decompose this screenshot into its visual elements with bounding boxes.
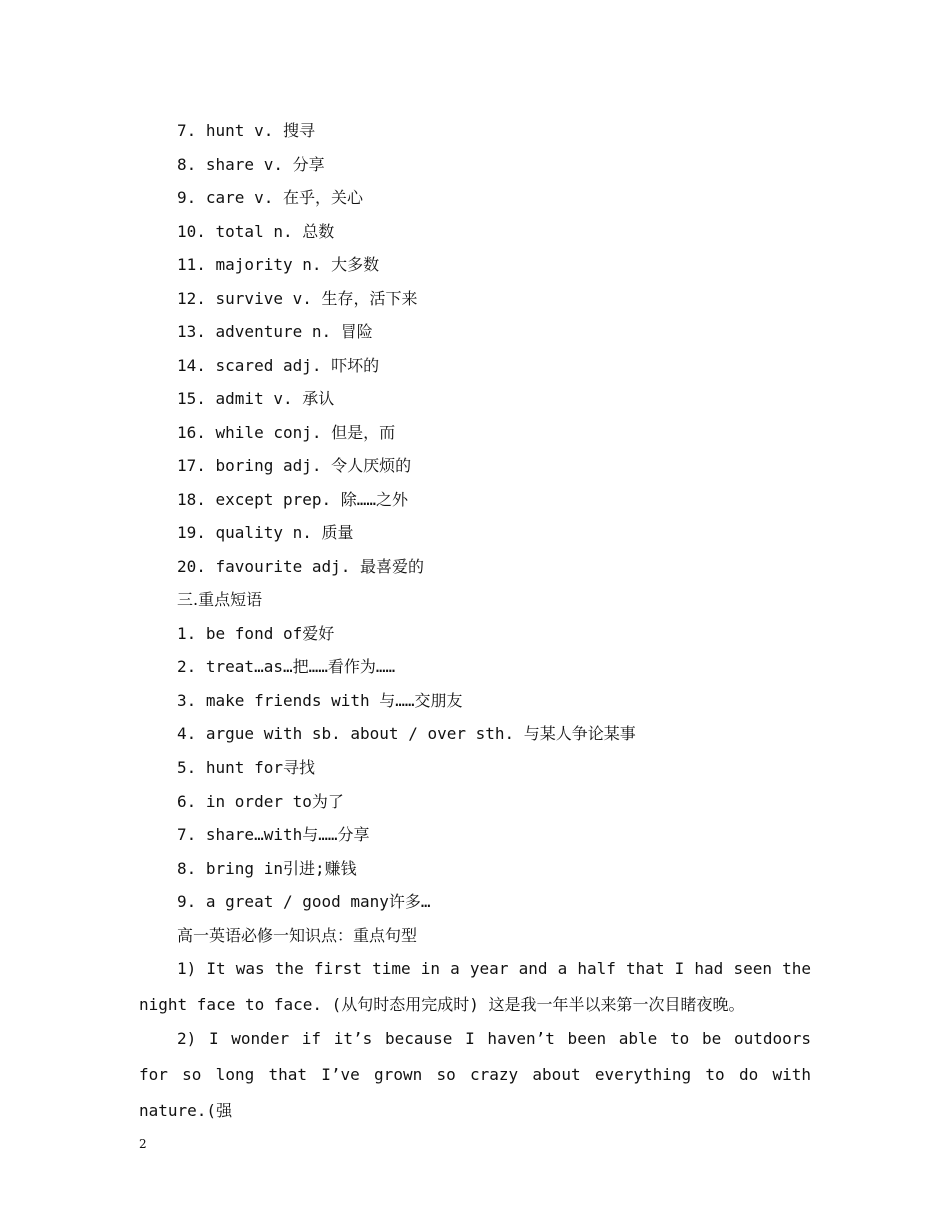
vocab-item: 20. favourite adj. 最喜爱的 [177,557,425,576]
phrase-item: 1. be fond of爱好 [177,624,335,643]
sentence-paragraph [139,951,811,1023]
vocab-item: 11. majority n. 大多数 [177,255,380,274]
phrases-heading: 三.重点短语 [177,590,263,609]
page-number: 2 [139,1137,147,1151]
vocab-item: 18. except prep. 除……之外 [177,490,409,509]
phrase-item: 8. bring in引进;赚钱 [177,859,357,878]
phrase-item: 5. hunt for寻找 [177,758,315,777]
phrase-item: 6. in order to为了 [177,792,344,811]
vocab-item: 15. admit v. 承认 [177,389,335,408]
vocab-item: 12. survive v. 生存，活下来 [177,289,418,308]
sentences-heading: 高一英语必修一知识点：重点句型 [177,926,418,945]
vocab-item: 14. scared adj. 吓坏的 [177,356,380,375]
vocab-item: 16. while conj. 但是，而 [177,423,396,442]
sentence-text: 2) I wonder if it’s because I haven’t been able to be outdoors for so long that I’ve grown so crazy about everything to do with nature.(强 [139,1029,811,1120]
vocab-item: 8. share v. 分享 [177,155,325,174]
phrase-item: 4. argue with sb. about / over sth. 与某人争论某事 [177,724,636,743]
phrase-item: 3. make friends with 与……交朋友 [177,691,463,710]
phrase-item: 9. a great / good many许多… [177,892,431,911]
phrase-item: 2. treat…as…把……看作为…… [177,657,396,676]
phrase-item: 7. share…with与……分享 [177,825,370,844]
vocab-item: 19. quality n. 质量 [177,523,354,542]
sentence-text: 1) It was the first time in a year and a half that I had seen the night face to face. (从句时态用完成时) 这是我一年半以来第一次目睹夜晚。 [139,959,811,1014]
vocab-item: 17. boring adj. 令人厌烦的 [177,456,412,475]
vocab-item: 7. hunt v. 搜寻 [177,121,315,140]
vocab-item: 9. care v. 在乎，关心 [177,188,363,207]
vocab-item: 10. total n. 总数 [177,222,335,241]
vocab-item: 13. adventure n. 冒险 [177,322,373,341]
sentence-paragraph [139,1021,811,1129]
